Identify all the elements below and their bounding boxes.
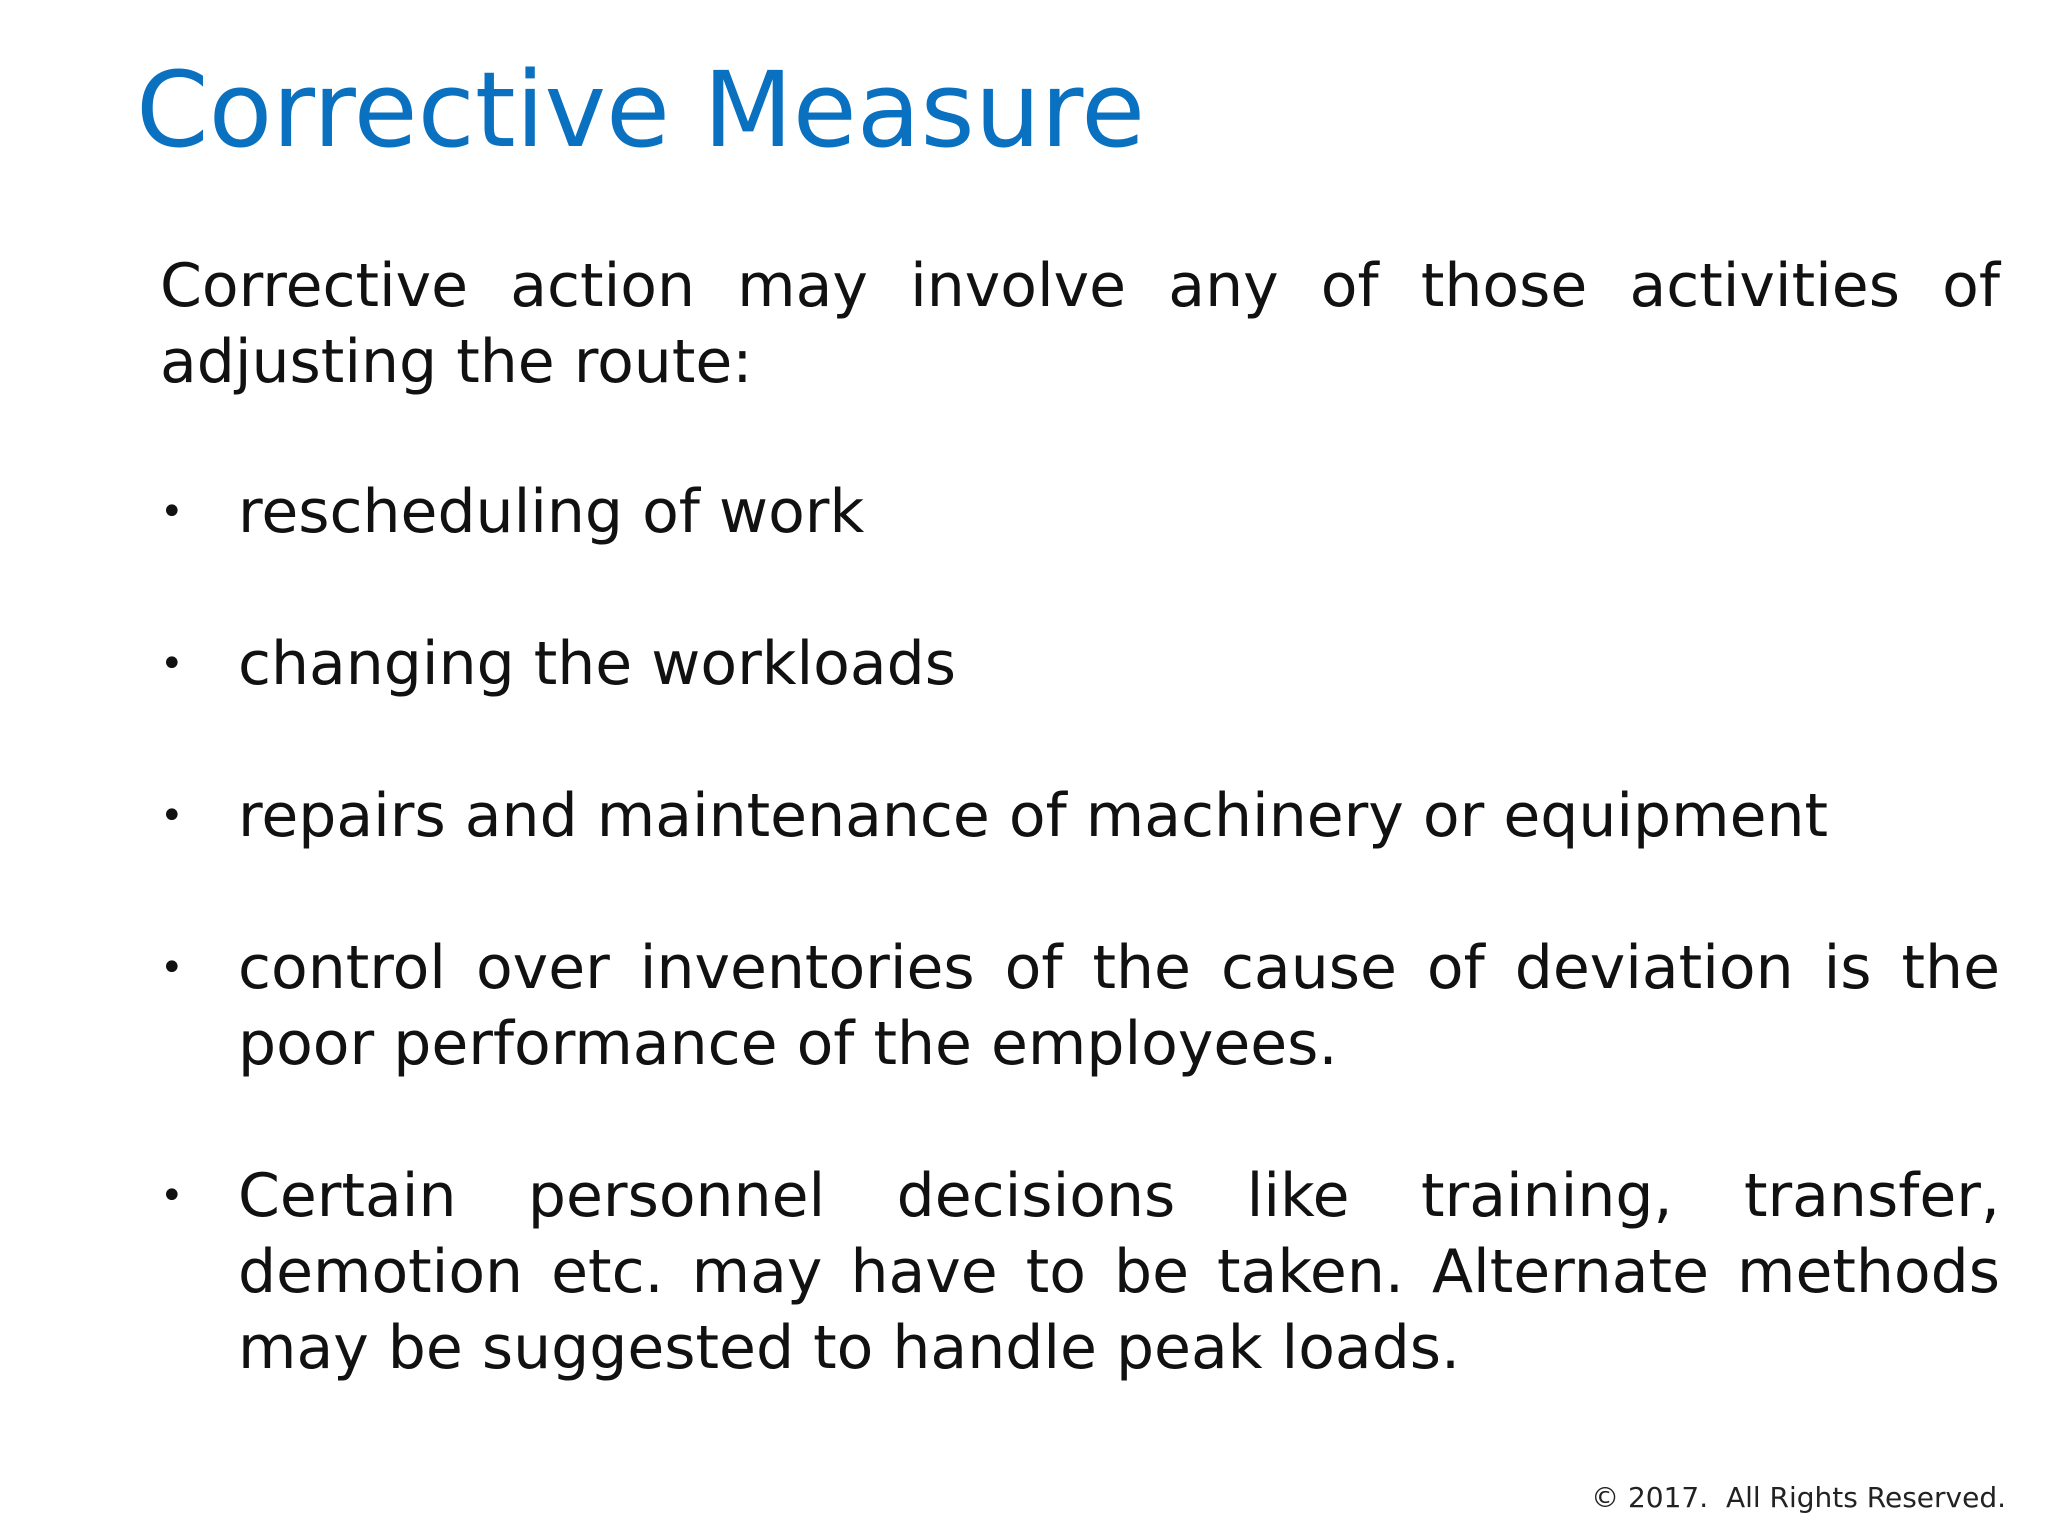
bullet-icon: • (160, 1173, 184, 1219)
bullet-item (160, 474, 2000, 550)
slide-title: Corrective Measure (136, 49, 1146, 171)
bullet-text: control over inventories of the cause of deviation is the poor performance of the employees. (238, 933, 2000, 1079)
bullet-text: changing the workloads (238, 629, 956, 699)
slide-body (160, 248, 2000, 1386)
bullet-icon: • (160, 641, 184, 687)
bullet-list (160, 474, 2000, 1386)
bullet-icon: • (160, 793, 184, 839)
bullet-text: Certain personnel decisions like training, transfer, demotion etc. may have to be taken. Alternate methods may be suggested to handle peak loads. (238, 1161, 2000, 1383)
bullet-icon: • (160, 489, 184, 535)
bullet-item (160, 778, 2000, 854)
bullet-text: repairs and maintenance of machinery or equipment (238, 781, 1829, 851)
intro-paragraph: Corrective action may involve any of those activities of adjusting the route: (160, 251, 2000, 397)
bullet-item (160, 930, 2000, 1082)
bullet-icon: • (160, 945, 184, 991)
copyright-footer: © 2017. All Rights Reserved. (1591, 1481, 2006, 1514)
bullet-item (160, 1158, 2000, 1386)
bullet-text: rescheduling of work (238, 477, 865, 547)
bullet-item (160, 626, 2000, 702)
